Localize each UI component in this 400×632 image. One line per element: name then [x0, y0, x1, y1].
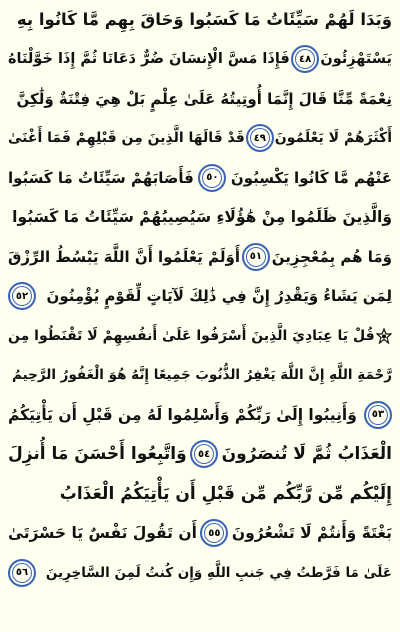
verse-line: [8, 514, 392, 554]
verse-text: الْعَذَابُ ثُمَّ لَا تُنصَرُونَ: [221, 444, 392, 465]
verse-line: [8, 198, 392, 238]
ayah-number-marker: ٥١: [242, 243, 270, 271]
ayah-number-marker: ٤٩: [246, 124, 274, 152]
ayah-number-marker: ٥٦: [8, 559, 36, 587]
verse-text: فَأَصَابَهُمْ سَيِّئَاتُ مَا كَسَبُوا: [8, 168, 194, 187]
verse-line: [8, 277, 392, 317]
verse-line: [8, 356, 392, 396]
verse-text: فَإِذَا مَسَّ الْإِنسَانَ ضُرٌّ دَعَانَا ثُمَّ إِذَا خَوَّلْنَاهُ: [8, 51, 290, 68]
verse-line: [8, 316, 392, 356]
sajda-icon: [376, 328, 392, 344]
verse-lines: [8, 0, 392, 593]
ayah-number-marker: ٤٨: [291, 45, 319, 73]
verse-text: عَنْهُم مَّا كَانُوا يَكْسِبُونَ: [230, 168, 392, 187]
verse-text: وَالَّذِينَ ظَلَمُوا مِنْ هَٰؤُلَاءِ سَيُصِيبُهُمْ سَيِّئَاتُ مَا كَسَبُوا: [12, 208, 392, 227]
verse-text: عَلَىٰ مَا فَرَّطتُ فِي جَنبِ اللَّهِ وَإِن كُنتُ لَمِنَ السَّاخِرِينَ: [45, 564, 392, 581]
verse-line: [8, 553, 392, 593]
verse-text: قَدْ قَالَهَا الَّذِينَ مِن قَبْلِهِمْ فَمَا أَغْنَىٰ: [8, 130, 245, 147]
verse-text: أَن تَقُولَ نَفْسٌ يَا حَسْرَتَىٰ: [8, 524, 197, 543]
verse-line: [8, 0, 392, 40]
verse-line: [8, 79, 392, 119]
verse-line: [8, 237, 392, 277]
ayah-number-marker: ٥٢: [8, 282, 36, 310]
verse-text: وَبَدَا لَهُمْ سَيِّئَاتُ مَا كَسَبُوا وَحَاقَ بِهِم مَّا كَانُوا بِهِ: [16, 10, 392, 30]
verse-line: [8, 435, 392, 475]
verse-text: أَكْثَرَهُمْ لَا يَعْلَمُونَ: [274, 130, 392, 147]
verse-text: أَوَلَمْ يَعْلَمُوا أَنَّ اللَّهَ يَبْسُطُ الرِّزْقَ: [8, 247, 240, 266]
verse-text: يَسْتَهْزِئُونَ: [320, 51, 392, 68]
verse-line: [8, 474, 392, 514]
verse-text: لِمَن يَشَاءُ وَيَقْدِرُ إِنَّ فِي ذَٰلِكَ لَآيَاتٍ لِّقَوْمٍ يُؤْمِنُونَ: [46, 287, 392, 306]
verse-text: وَمَا هُم بِمُعْجِزِينَ: [271, 247, 392, 266]
verse-text: وَأَنِيبُوا إِلَىٰ رَبِّكُمْ وَأَسْلِمُوا لَهُ مِن قَبْلِ أَن يَأْتِيَكُمُ: [8, 405, 357, 424]
verse-text: نِعْمَةً مِّنَّا قَالَ إِنَّمَا أُوتِيتُهُ عَلَىٰ عِلْمٍ بَلْ هِيَ فِتْنَةٌ وَلَٰكِنَّ: [16, 89, 392, 108]
ayah-number-marker: ٥٠: [198, 164, 226, 192]
verse-text: رَّحْمَةِ اللَّهِ إِنَّ اللَّهَ يَغْفِرُ الذُّنُوبَ جَمِيعًا إِنَّهُ هُوَ الْغَفُورُ الرَّحِيمُ: [12, 367, 392, 384]
verse-text: بَغْتَةً وَأَنتُمْ لَا تَشْعُرُونَ: [231, 524, 392, 543]
verse-line: [8, 119, 392, 159]
verse-line: [8, 40, 392, 80]
verse-text: وَاتَّبِعُوا أَحْسَنَ مَا أُنزِلَ: [8, 444, 187, 465]
verse-text: إِلَيْكُم مِّن رَّبِّكُم مِّن قَبْلِ أَن يَأْتِيَكُمُ الْعَذَابُ: [59, 483, 392, 504]
ayah-number-marker: ٥٣: [364, 401, 392, 429]
ayah-number-marker: ٥٥: [200, 519, 228, 547]
verse-line: [8, 395, 392, 435]
verse-text: قُلْ يَا عِبَادِيَ الَّذِينَ أَسْرَفُوا عَلَىٰ أَنفُسِهِمْ لَا تَقْنَطُوا مِن: [8, 327, 375, 344]
ayah-number-marker: ٥٤: [190, 440, 218, 468]
verse-line: [8, 158, 392, 198]
